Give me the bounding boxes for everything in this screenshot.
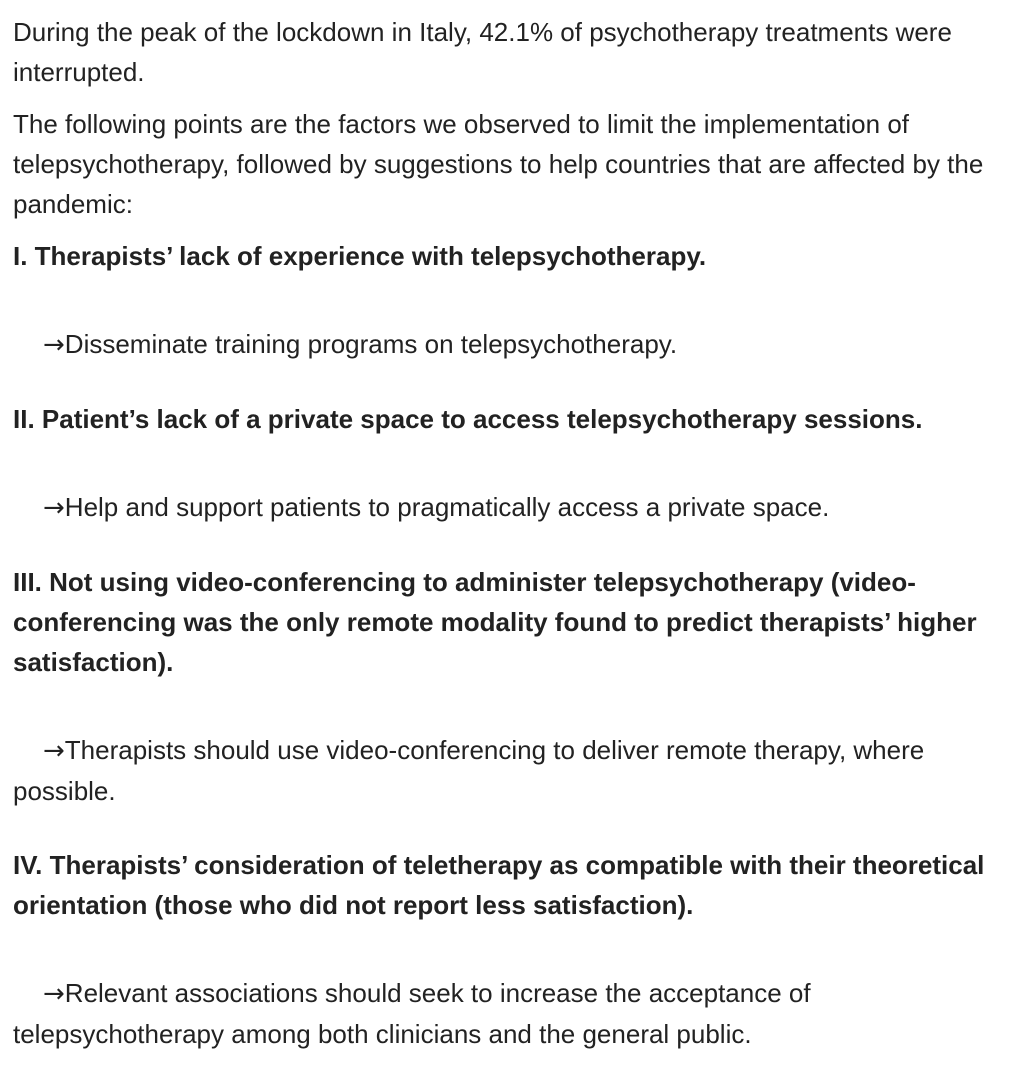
factor-1: I. Therapists’ lack of experience with telepsychotherapy.	[13, 241, 707, 271]
suggestion-2	[13, 487, 996, 528]
suggestion-4-text: Relevant associations should seek to increase the acceptance of telepsychotherapy among both clinicians and the general public.	[13, 978, 811, 1049]
factor-4: IV. Therapists’ consideration of teletherapy as compatible with their theoretical orientation (those who did not report less satisfaction).	[13, 850, 985, 920]
suggestion-1-text: Disseminate training programs on telepsychotherapy.	[64, 329, 678, 359]
arrow-right-icon: →	[43, 979, 65, 1009]
arrow-right-icon: →	[43, 330, 65, 360]
suggestion-2-text: Help and support patients to pragmatically access a private space.	[64, 492, 830, 522]
suggestion-4	[13, 973, 996, 1054]
factor-3: III. Not using video-conferencing to administer telepsychotherapy (video-conferencing was the only remote modality found to predict therapists’ higher satisfaction).	[13, 567, 977, 677]
intro-paragraph: During the peak of the lockdown in Italy, 42.1% of psychotherapy treatments were interrupted.	[13, 17, 952, 87]
suggestion-3-text: Therapists should use video-conferencing to deliver remote therapy, where possible.	[13, 735, 925, 806]
arrow-right-icon: →	[43, 493, 65, 523]
suggestion-3	[13, 730, 996, 811]
factor-2: II. Patient’s lack of a private space to access telepsychotherapy sessions.	[13, 404, 923, 434]
suggestion-1	[13, 324, 996, 365]
lead-in-paragraph: The following points are the factors we observed to limit the implementation of telepsychotherapy, followed by suggestions to help countries that are affected by the pandemic:	[13, 109, 984, 219]
arrow-right-icon: →	[43, 736, 65, 766]
